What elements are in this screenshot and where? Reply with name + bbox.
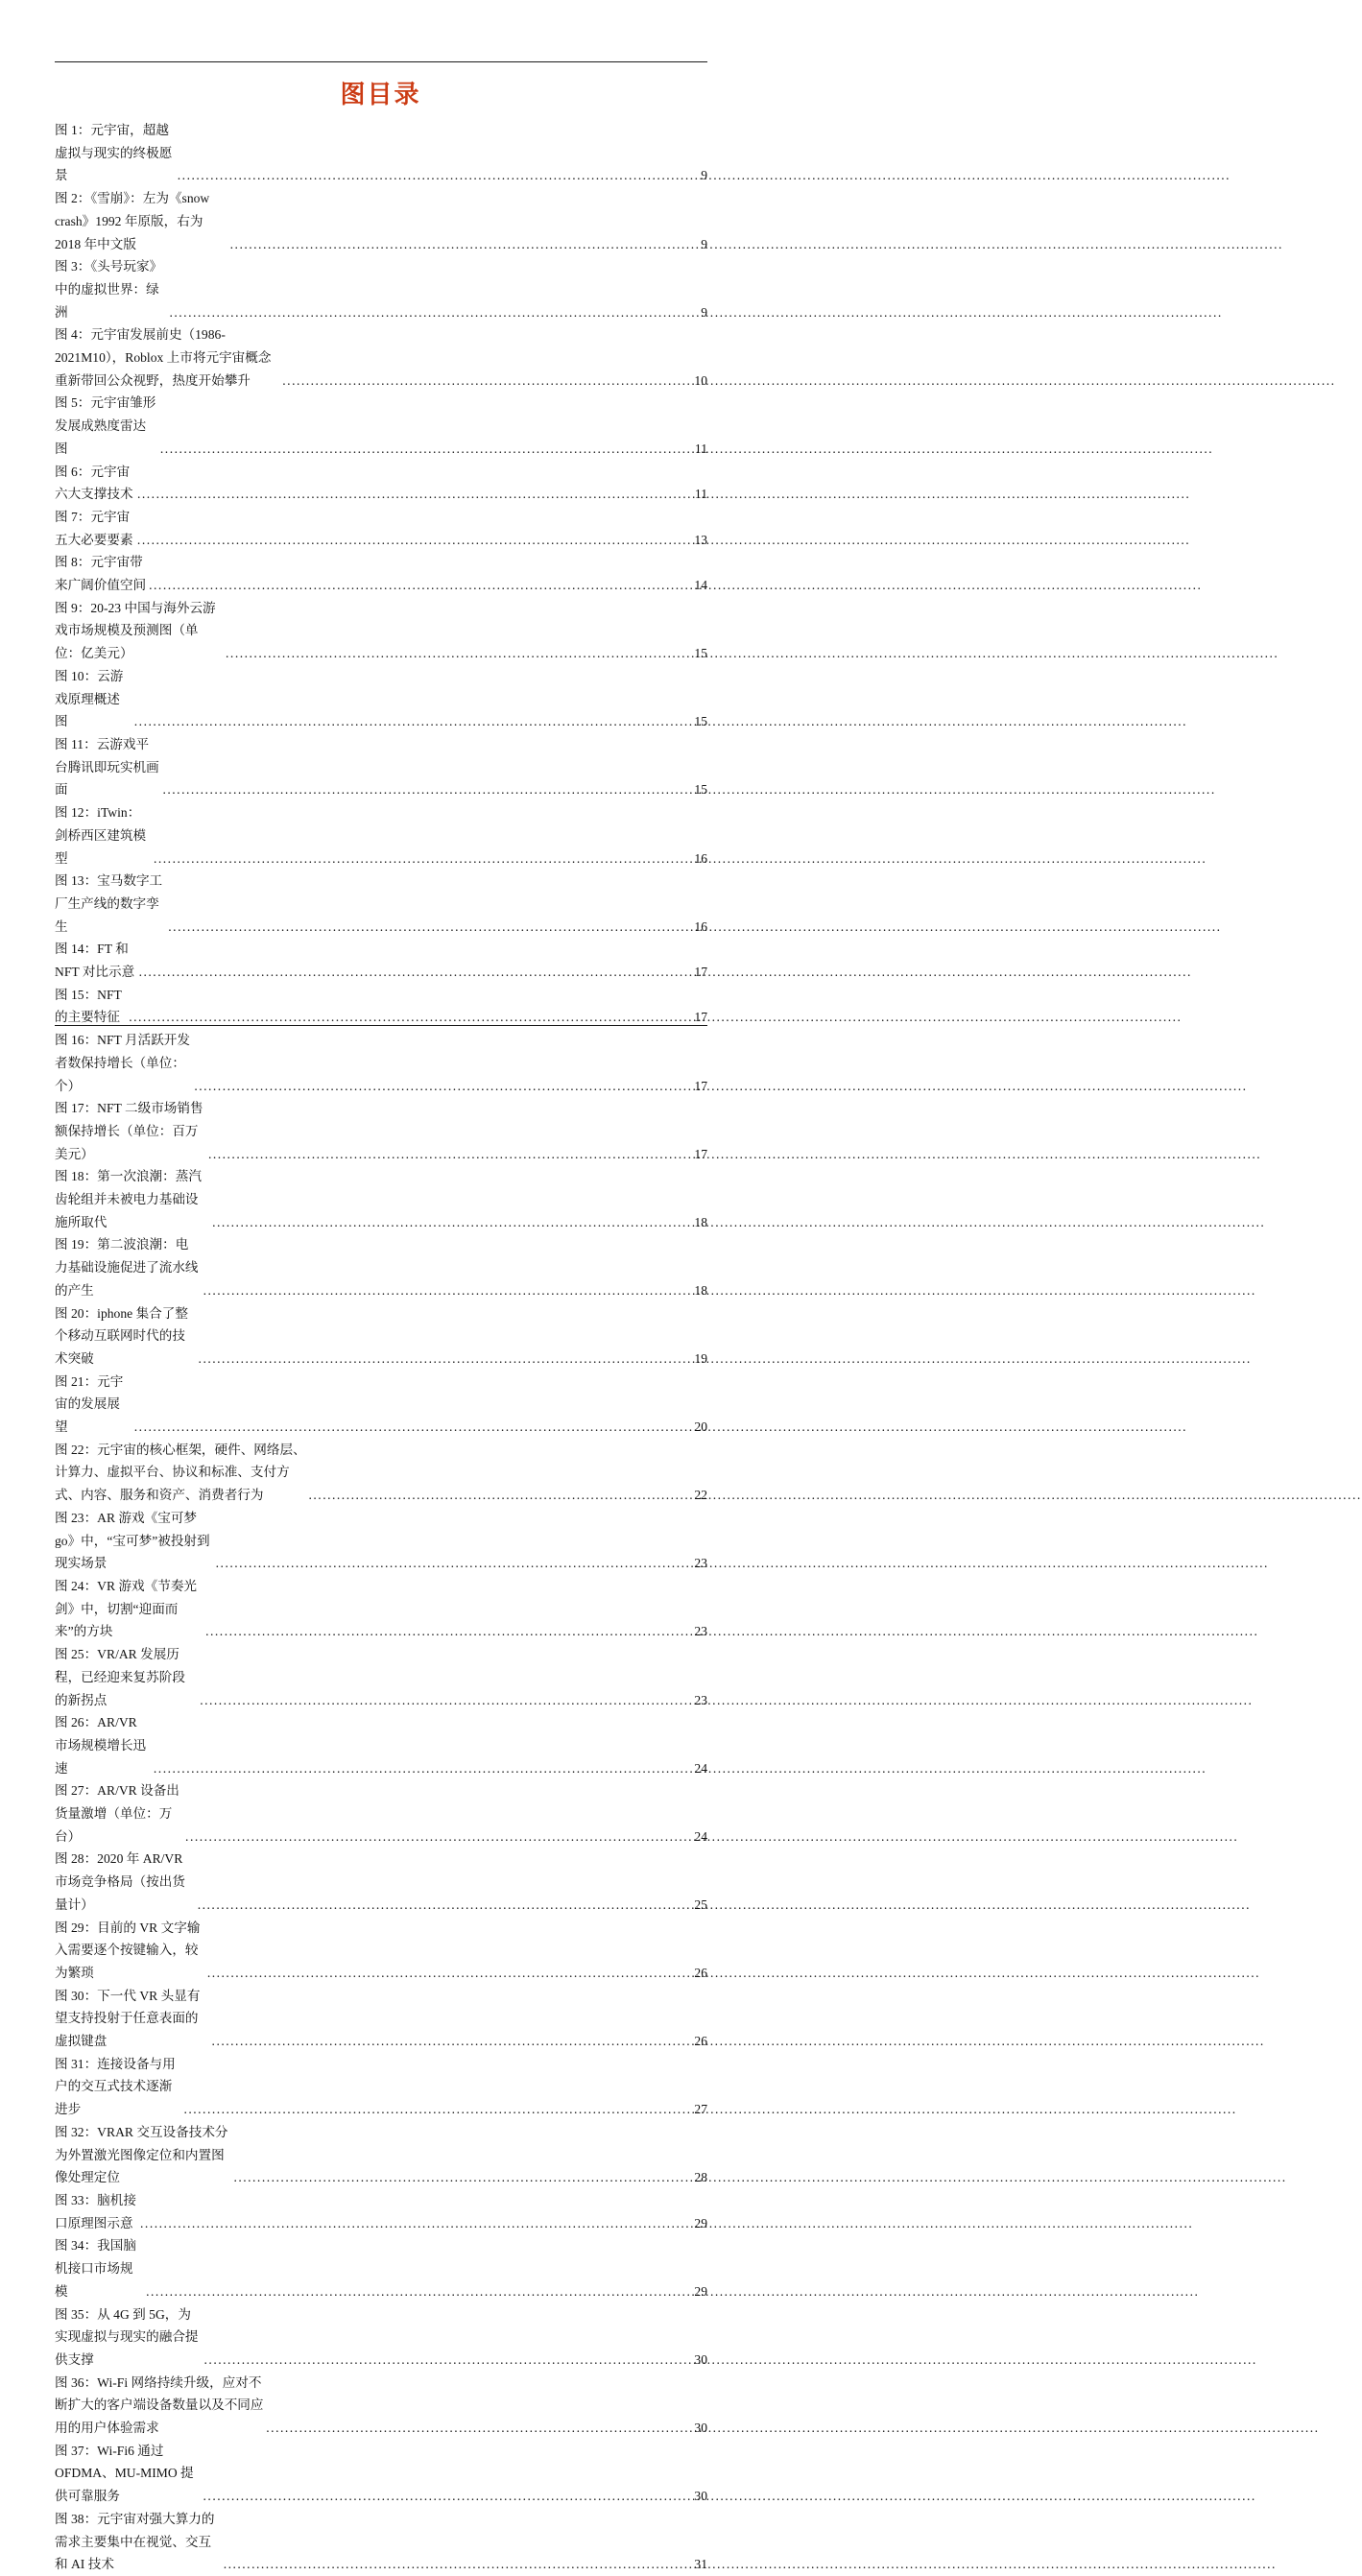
toc-entry-text: 图 6：元宇宙六大支撑技术	[55, 464, 133, 502]
toc-entry[interactable]	[55, 187, 707, 255]
toc-leader-dots	[160, 438, 691, 461]
toc-entry-text: 图 7：元宇宙五大必要要素	[55, 509, 133, 547]
toc-entry[interactable]	[55, 1985, 707, 2053]
header-rule	[55, 61, 707, 62]
toc-entry-page: 30	[694, 2351, 707, 2367]
toc-leader-dots	[203, 2485, 691, 2508]
toc-entry-text: 图 9：20-23 中国与海外云游戏市场规模及预测图（单位：亿美元）	[55, 600, 216, 661]
toc-entry-text: 图 8：元宇宙带来广阔价值空间	[55, 555, 147, 593]
toc-leader-dots	[137, 529, 690, 552]
toc-leader-dots	[203, 1279, 691, 1302]
toc-entry-text: 图 30：下一代 VR 头显有望支持投射于任意表面的虚拟键盘	[55, 1988, 201, 2049]
toc-entry[interactable]	[55, 2508, 707, 2576]
toc-entry[interactable]	[55, 1848, 707, 1916]
toc-entry-page: 17	[694, 1078, 707, 1093]
toc-entry-page: 28	[694, 2170, 707, 2185]
toc-leader-dots	[266, 2417, 690, 2440]
toc-entry-page: 17	[694, 965, 707, 980]
toc-entry-page: 25	[694, 1896, 707, 1912]
toc-entry[interactable]	[55, 2234, 707, 2302]
toc-entry-page: 20	[694, 1419, 707, 1435]
toc-entry-page: 17	[694, 1010, 707, 1025]
toc-leader-dots	[282, 370, 690, 393]
toc-leader-dots	[137, 483, 691, 506]
toc-entry-text: 图 29：目前的 VR 文字输入需要逐个按键输入，较为繁琐	[55, 1920, 201, 1980]
toc-entry-text: 图 22：元宇宙的核心框架，硬件、网络层、计算力、虚拟平台、协议和标准、支付方式、内容、服务和资产、消费者行为	[55, 1442, 306, 1503]
toc-entry-text: 图 38：元宇宙对强大算力的需求主要集中在视觉、交互和 AI 技术	[55, 2511, 215, 2572]
toc-leader-dots	[154, 1757, 691, 1780]
toc-leader-dots	[146, 2280, 690, 2303]
toc-entry-text: 图 16：NFT 月活跃开发者数保持增长（单位：个）	[55, 1033, 190, 1093]
toc-entry[interactable]	[55, 1371, 707, 1439]
toc-entry-text: 图 5：元宇宙雏形发展成熟度雷达图	[55, 395, 156, 456]
toc-entry[interactable]	[55, 984, 707, 1029]
toc-entry[interactable]	[55, 255, 707, 323]
toc-leader-dots	[134, 710, 691, 733]
toc-entry-text: 图 21：元宇宙的发展展望	[55, 1373, 124, 1435]
toc-entry[interactable]	[55, 2440, 707, 2508]
toc-entry-text: 图 34：我国脑机接口市场规模	[55, 2238, 136, 2299]
toc-leader-dots	[204, 2349, 691, 2372]
toc-entry-text: 图 32：VRAR 交互设备技术分为外置激光图像定位和内置图像处理定位	[55, 2124, 228, 2185]
toc-entry-page: 24	[694, 1760, 707, 1776]
toc-entry-text: 图 18：第一次浪潮：蒸汽齿轮组并未被电力基础设施所取代	[55, 1169, 202, 1229]
toc-leader-dots	[194, 1075, 690, 1098]
toc-entry[interactable]	[55, 1097, 707, 1165]
toc-leader-dots	[198, 1894, 691, 1917]
toc-entry[interactable]	[55, 2189, 707, 2234]
toc-entry-page: 15	[694, 646, 707, 661]
toc-entry-page: 16	[694, 850, 707, 866]
toc-entry[interactable]	[55, 119, 707, 187]
toc-entry[interactable]	[55, 1917, 707, 1985]
toc-entry-page: 24	[694, 1828, 707, 1844]
toc-entry-text: 图 10：云游戏原理概述图	[55, 668, 124, 729]
toc-leader-dots	[140, 2212, 690, 2235]
toc-entry-page: 31	[694, 2557, 707, 2572]
toc-entry[interactable]	[55, 1711, 707, 1779]
toc-leader-dots	[212, 2030, 691, 2053]
toc-entry-page: 9	[701, 304, 707, 320]
footer-rule	[55, 1025, 707, 1026]
toc-entry-text: 图 4：元宇宙发展前史（1986-2021M10），Roblox 上市将元宇宙概念重新带回公众视野，热度开始攀升	[55, 327, 272, 388]
toc-leader-dots	[139, 961, 691, 984]
toc-entry[interactable]	[55, 1643, 707, 1711]
toc-entry-text: 图 3：《头号玩家》中的虚拟世界：绿洲	[55, 259, 163, 320]
page-title: 图目录	[340, 81, 421, 108]
toc-leader-dots	[149, 574, 690, 597]
toc-leader-dots	[207, 1962, 691, 1985]
toc-entry-page: 13	[694, 532, 707, 547]
toc-entry-text: 图 15：NFT 的主要特征	[55, 987, 122, 1025]
toc-entry-page: 18	[694, 1282, 707, 1298]
toc-entry-page: 29	[694, 2283, 707, 2299]
toc-leader-dots	[205, 1620, 690, 1643]
toc-entry[interactable]	[55, 461, 707, 506]
toc-entry-text: 图 31：连接设备与用户的交互式技术逐渐进步	[55, 2056, 176, 2117]
toc-entry-page: 14	[694, 578, 707, 593]
toc-leader-dots	[200, 1689, 690, 1712]
toc-entry-text: 图 35：从 4G 到 5G，为实现虚拟与现实的融合提供支撑	[55, 2306, 199, 2367]
toc-leader-dots	[309, 1484, 691, 1507]
toc-entry[interactable]	[55, 2053, 707, 2121]
toc-entry-text: 图 2：《雪崩》：左为《snow crash》1992 年原版，右为 2018 年中文版	[55, 191, 210, 251]
toc-leader-dots	[230, 233, 698, 256]
toc-entry-text: 图 12：iTwin：剑桥西区建筑模型	[55, 805, 147, 866]
toc-entry-text: 图 24：VR 游戏《节奏光剑》中，切割“迎面而来”的方块	[55, 1579, 198, 1639]
toc-leader-dots	[226, 642, 690, 665]
toc-entry-text: 图 36：Wi-Fi 网络持续升级，应对不断扩大的客户端设备数量以及不同应用的用户体验需求	[55, 2374, 264, 2436]
toc-entry[interactable]	[55, 1575, 707, 1643]
toc-entry[interactable]	[55, 2303, 707, 2372]
toc-entry-page: 30	[694, 2489, 707, 2504]
toc-leader-dots	[134, 1416, 691, 1439]
toc-entry[interactable]	[55, 733, 707, 801]
toc-entry-text: 图 33：脑机接口原理图示意	[55, 2192, 136, 2230]
toc-entry-page: 18	[694, 1214, 707, 1229]
toc-entry-page: 15	[694, 714, 707, 729]
toc-entry[interactable]	[55, 1507, 707, 1575]
toc-leader-dots	[216, 1552, 691, 1575]
toc-leader-dots	[212, 1211, 690, 1234]
toc-entry-text: 图 26：AR/VR 市场规模增长迅速	[55, 1715, 147, 1776]
toc-entry-page: 11	[694, 441, 707, 456]
toc-entry-page: 11	[694, 487, 707, 502]
toc-leader-dots	[199, 1348, 691, 1371]
toc-entry[interactable]	[55, 1165, 707, 1233]
toc-entry[interactable]	[55, 392, 707, 460]
toc-entry-page: 19	[694, 1350, 707, 1366]
toc-entry-page: 17	[694, 1146, 707, 1161]
toc-entry-text: 图 37：Wi-Fi6 通过 OFDMA、MU-MIMO 提供可靠服务	[55, 2443, 194, 2504]
toc-entry[interactable]	[55, 801, 707, 870]
toc-entry-text: 图 1：元宇宙，超越虚拟与现实的终极愿景	[55, 123, 173, 183]
toc-entry-text: 图 27：AR/VR 设备出货量激增（单位：万台）	[55, 1783, 179, 1844]
toc-entry[interactable]	[55, 506, 707, 551]
toc-leader-dots	[162, 778, 690, 801]
toc-entry-text: 图 17：NFT 二级市场销售额保持增长（单位：百万美元）	[55, 1101, 203, 1161]
toc-entry[interactable]	[55, 1302, 707, 1371]
toc-leader-dots	[154, 847, 690, 871]
toc-entry-text: 图 19：第二波浪潮：电力基础设施促进了流水线的产生	[55, 1237, 199, 1298]
toc-entry-text: 图 11：云游戏平台腾讯即玩实机画面	[55, 736, 159, 798]
toc-leader-dots	[168, 916, 690, 939]
toc-entry-page: 15	[694, 782, 707, 798]
toc-entry[interactable]	[55, 323, 707, 392]
toc-entry-page: 26	[694, 1965, 707, 1980]
toc-leader-dots	[233, 2166, 690, 2189]
toc-entry-text: 图 23：AR 游戏《宝可梦 go》中，“宝可梦”被投射到现实场景	[55, 1510, 210, 1571]
toc-entry-text: 图 14：FT 和 NFT 对比示意	[55, 942, 135, 980]
toc-entry[interactable]	[55, 1029, 707, 1097]
toc-entry-page: 29	[694, 2215, 707, 2230]
toc-entry[interactable]	[55, 870, 707, 938]
toc-leader-dots	[178, 164, 697, 187]
toc-leader-dots	[224, 2553, 691, 2576]
toc-entry-text: 图 28：2020 年 AR/VR 市场竞争格局（按出货量计）	[55, 1851, 185, 1912]
toc-entry-page: 27	[694, 2102, 707, 2117]
toc-entry-text: 图 20：iphone 集合了整个移动互联网时代的技术突破	[55, 1305, 188, 1366]
toc-entry-page: 23	[694, 1692, 707, 1707]
toc-entry[interactable]	[55, 597, 707, 665]
toc-leader-dots	[208, 1143, 690, 1166]
toc-list	[55, 119, 707, 2576]
toc-entry[interactable]	[55, 1233, 707, 1301]
toc-entry-page: 23	[694, 1556, 707, 1571]
toc-entry[interactable]	[55, 1779, 707, 1848]
toc-entry[interactable]	[55, 2121, 707, 2189]
toc-entry-page: 9	[701, 168, 707, 183]
toc-entry-page: 9	[701, 236, 707, 251]
toc-entry-page: 22	[694, 1488, 707, 1503]
toc-entry[interactable]	[55, 665, 707, 733]
toc-entry-page: 16	[694, 918, 707, 934]
toc-entry[interactable]	[55, 551, 707, 596]
toc-leader-dots	[183, 2098, 690, 2121]
toc-entry[interactable]	[55, 938, 707, 983]
toc-entry-page: 26	[694, 2034, 707, 2049]
toc-entry-text: 图 13：宝马数字工厂生产线的数字孪生	[55, 873, 163, 934]
toc-entry-page: 23	[694, 1624, 707, 1639]
toc-entry-page: 30	[694, 2421, 707, 2436]
toc-leader-dots	[169, 301, 697, 324]
toc-entry[interactable]	[55, 2372, 707, 2440]
toc-leader-dots	[185, 1825, 690, 1849]
toc-entry-page: 10	[694, 372, 707, 388]
toc-entry-text: 图 25：VR/AR 发展历程，已经迎来复苏阶段的新拐点	[55, 1647, 185, 1707]
toc-entry[interactable]	[55, 1439, 707, 1507]
